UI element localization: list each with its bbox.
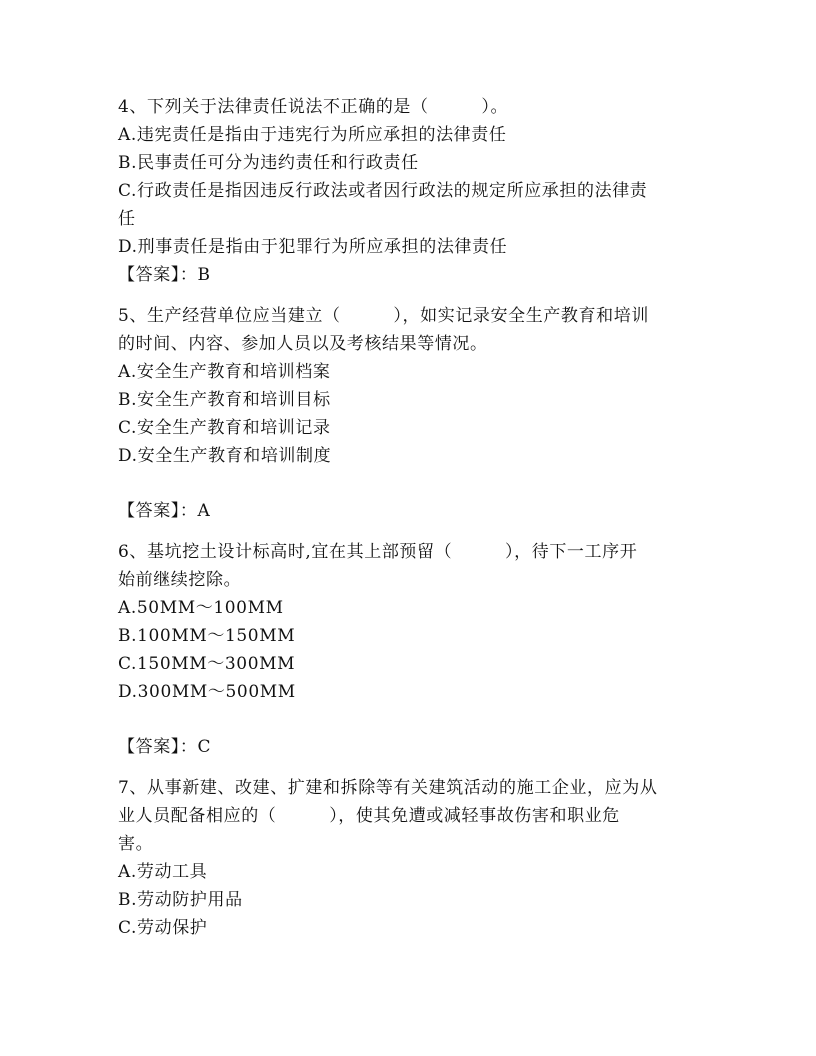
question-6-answer: 【答案】：C <box>118 737 212 757</box>
question-4-answer: 【答案】：B <box>118 265 211 285</box>
question-6-option-b: B.100MM～150MM <box>118 626 296 646</box>
question-4-option-d: D.刑事责任是指由于犯罪行为所应承担的法律责任 <box>118 237 508 257</box>
question-7-option-c: C.劳动保护 <box>118 918 208 938</box>
question-5-answer: 【答案】：A <box>118 501 211 521</box>
question-7-option-a: A.劳动工具 <box>118 862 208 882</box>
question-6-stem: 6、基坑挖土设计标高时,宜在其上部预留（ ），待下一工序开 <box>118 542 638 562</box>
question-6-option-d: D.300MM～500MM <box>118 682 296 702</box>
question-7-stem: 7、从事新建、改建、扩建和拆除等有关建筑活动的施工企业，应为从 <box>118 778 658 798</box>
question-7-stem-continued-2: 害。 <box>118 834 154 854</box>
question-5-option-b: B.安全生产教育和培训目标 <box>118 390 331 410</box>
question-4-option-a: A.违宪责任是指由于违宪行为所应承担的法律责任 <box>118 125 507 145</box>
question-5-option-a: A.安全生产教育和培训档案 <box>118 362 331 382</box>
question-6-option-c: C.150MM～300MM <box>118 654 296 674</box>
question-4-stem: 4、下列关于法律责任说法不正确的是（ ）。 <box>118 97 509 117</box>
question-4-option-c: C.行政责任是指因违反行政法或者因行政法的规定所应承担的法律责 <box>118 181 648 201</box>
question-6-option-a: A.50MM～100MM <box>118 598 284 618</box>
question-5-option-d: D.安全生产教育和培训制度 <box>118 446 332 466</box>
question-5-stem: 5、生产经营单位应当建立（ ），如实记录安全生产教育和培训 <box>118 306 649 326</box>
question-4-option-b: B.民事责任可分为违约责任和行政责任 <box>118 153 419 173</box>
question-7-stem-continued: 业人员配备相应的（ ），使其免遭或减轻事故伤害和职业危 <box>118 806 620 826</box>
question-4-option-c-continued: 任 <box>118 209 136 229</box>
question-7-option-b: B.劳动防护用品 <box>118 890 243 910</box>
question-6-stem-continued: 始前继续挖除。 <box>118 570 242 590</box>
question-5-option-c: C.安全生产教育和培训记录 <box>118 418 331 438</box>
question-5-stem-continued: 的时间、内容、参加人员以及考核结果等情况。 <box>118 334 488 354</box>
